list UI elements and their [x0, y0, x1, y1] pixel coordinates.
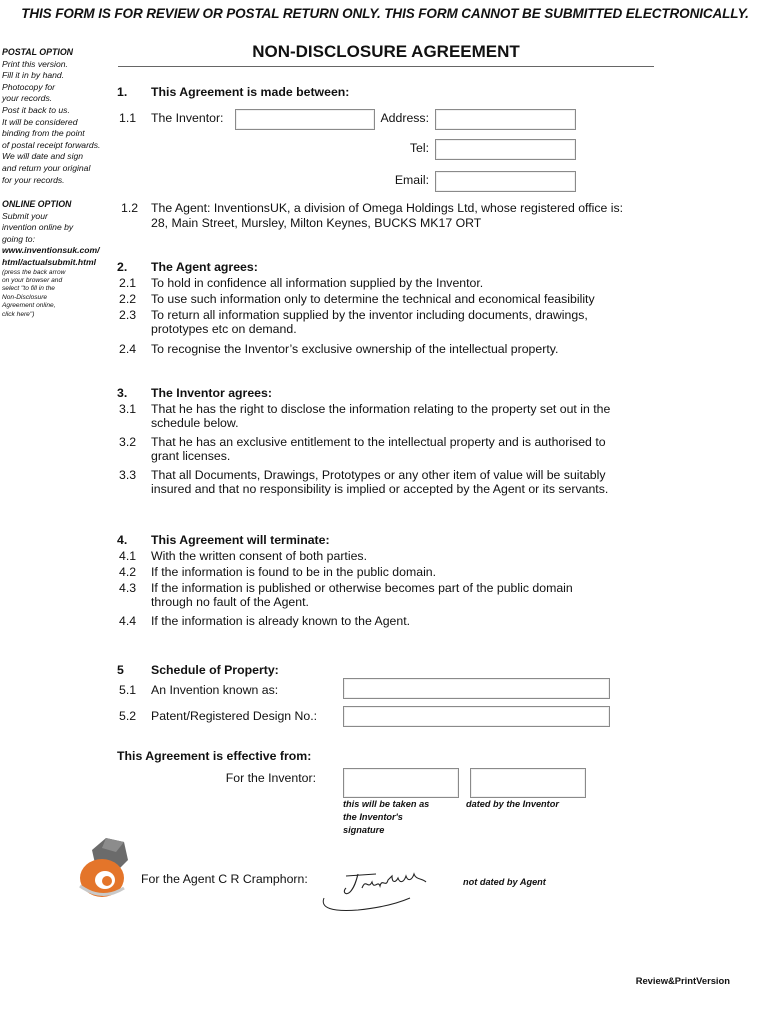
clause-number: 2.1	[119, 276, 137, 290]
online-instruction-line: Agreement online,	[2, 302, 56, 310]
postal-line: Photocopy for	[2, 81, 56, 92]
section-1-heading: This Agreement is made between:	[151, 85, 350, 99]
clause-number: 2.3	[119, 308, 137, 322]
clause-1-2-text: The Agent: InventionsUK, a division of Omega Holdings Ltd, whose registered office is:	[151, 201, 624, 215]
address-field[interactable]	[435, 109, 576, 130]
section-2-heading: The Agent agrees:	[151, 260, 258, 274]
dated-note: dated by the Inventor	[466, 799, 559, 809]
section-5-number: 5	[117, 663, 124, 677]
section-2-number: 2.	[117, 260, 128, 274]
postal-option-panel	[2, 47, 114, 186]
email-field[interactable]	[435, 171, 576, 192]
postal-line: binding from the point	[2, 128, 85, 139]
clause-1-1-number: 1.1	[119, 111, 137, 125]
clause-number: 4.3	[119, 581, 137, 595]
postal-option-heading: POSTAL OPTION	[2, 47, 74, 57]
clause-text: That he has the right to disclose the information relating to the property set out in the	[151, 402, 611, 416]
for-agent-label: For the Agent C R Cramphorn:	[141, 872, 308, 886]
for-inventor-label: For the Inventor:	[225, 771, 316, 785]
section-3-heading: The Inventor agrees:	[151, 386, 272, 400]
clause-text: through no fault of the Agent.	[151, 595, 309, 609]
clause-text: That all Documents, Drawings, Prototypes or any other item of value will be suitably	[151, 468, 606, 482]
clause-number: 4.2	[119, 565, 137, 579]
version-footer: Review&PrintVersion	[635, 975, 730, 986]
clause-5-1-number: 5.1	[119, 683, 137, 697]
section-4-heading: This Agreement will terminate:	[151, 533, 330, 547]
address-label: Address:	[380, 111, 429, 125]
clause-number: 4.1	[119, 549, 137, 563]
clause-5-2-number: 5.2	[119, 709, 137, 723]
clause-text: prototypes etc on demand.	[151, 322, 297, 336]
online-submit-link[interactable]: html/actualsubmit.html	[2, 256, 97, 267]
signature-note-line: this will be taken as	[343, 799, 430, 809]
online-instruction-line: on your browser and	[2, 276, 63, 284]
postal-line: It will be considered	[2, 116, 78, 127]
postal-line: and return your original	[2, 162, 91, 173]
clause-text: To recognise the Inventor’s exclusive ownership of the intellectual property.	[151, 342, 559, 356]
clause-text: grant licenses.	[151, 449, 231, 463]
clause-text: To use such information only to determine the technical and economical feasibility	[151, 292, 595, 306]
inventor-signature-field[interactable]	[343, 768, 459, 798]
postal-line: Post it back to us.	[2, 104, 70, 115]
clause-1-2-text: 28, Main Street, Mursley, Milton Keynes, BUCKS MK17 ORT	[151, 216, 482, 230]
postal-line: We will date and sign	[2, 151, 84, 162]
online-option-heading: ONLINE OPTION	[2, 199, 72, 209]
section-5-heading: Schedule of Property:	[151, 663, 279, 677]
clause-text: insured and that no responsibility is implied or accepted by the Agent or its servants.	[151, 482, 609, 496]
signature-note-line: signature	[343, 824, 385, 835]
clause-number: 3.1	[119, 402, 137, 416]
clause-number: 2.4	[119, 342, 137, 356]
inventor-name-label: The Inventor:	[151, 111, 224, 125]
tel-field[interactable]	[435, 139, 576, 160]
postal-line: of postal receipt forwards.	[2, 139, 101, 150]
clause-number: 4.4	[119, 614, 137, 628]
clause-text: That he has an exclusive entitlement to the intellectual property and is authorised to	[151, 435, 606, 449]
invention-name-field[interactable]	[343, 678, 610, 699]
online-line: invention online by	[2, 222, 74, 233]
clause-text: If the information is already known to the Agent.	[151, 614, 411, 628]
clause-number: 3.3	[119, 468, 137, 482]
page-title: NON-DISCLOSURE AGREEMENT	[252, 42, 520, 61]
clause-number: 3.2	[119, 435, 137, 449]
online-line: going to:	[2, 233, 35, 244]
postal-line: your records.	[2, 93, 53, 104]
signature-note	[343, 798, 429, 836]
clause-1-2-number: 1.2	[121, 201, 139, 215]
tel-label: Tel:	[409, 141, 429, 155]
clause-text: To return all information supplied by the inventor including documents, drawings,	[151, 308, 588, 322]
clause-text: To hold in confidence all information supplied by the Inventor.	[151, 276, 484, 290]
signature-note-line: the Inventor's	[343, 811, 403, 822]
invention-name-label: An Invention known as:	[151, 683, 279, 697]
review-only-banner: THIS FORM IS FOR REVIEW OR POSTAL RETURN ONLY. THIS FORM CANNOT BE SUBMITTED ELECTRONICALLY.	[21, 6, 749, 21]
patent-number-field[interactable]	[343, 706, 610, 727]
clause-text: schedule below.	[151, 416, 239, 430]
online-line: Submit your	[2, 210, 48, 221]
agent-signature	[318, 868, 438, 916]
clause-text: If the information is published or otherwise becomes part of the public domain	[151, 581, 573, 595]
patent-number-label: Patent/Registered Design No.:	[151, 709, 318, 723]
email-label: Email:	[394, 173, 429, 187]
inventionsuk-logo	[72, 834, 138, 904]
postal-line: for your records.	[2, 174, 65, 185]
online-instruction-line: click here")	[2, 310, 35, 318]
online-instruction-line: Non-Disclosure	[2, 293, 48, 301]
title-divider	[118, 66, 654, 67]
inventor-name-field[interactable]	[235, 109, 375, 130]
postal-line: Fill it in by hand.	[2, 70, 65, 81]
online-submit-link[interactable]: www.inventionsuk.com/	[2, 245, 100, 256]
effective-heading: This Agreement is effective from:	[117, 749, 312, 763]
inventor-date-field[interactable]	[470, 768, 586, 798]
not-dated-note: not dated by Agent	[463, 877, 546, 887]
postal-line: Print this version.	[2, 58, 68, 69]
online-instruction-line: select "to fill in the	[2, 285, 55, 293]
clause-text: If the information is found to be in the public domain.	[151, 565, 437, 579]
section-3-number: 3.	[117, 386, 128, 400]
clause-number: 2.2	[119, 292, 137, 306]
section-1-number: 1.	[117, 85, 128, 99]
section-4-number: 4.	[117, 533, 128, 547]
clause-text: With the written consent of both parties.	[151, 549, 367, 563]
online-instruction-line: (press the back arrow	[2, 268, 66, 276]
online-option-panel	[2, 199, 114, 319]
